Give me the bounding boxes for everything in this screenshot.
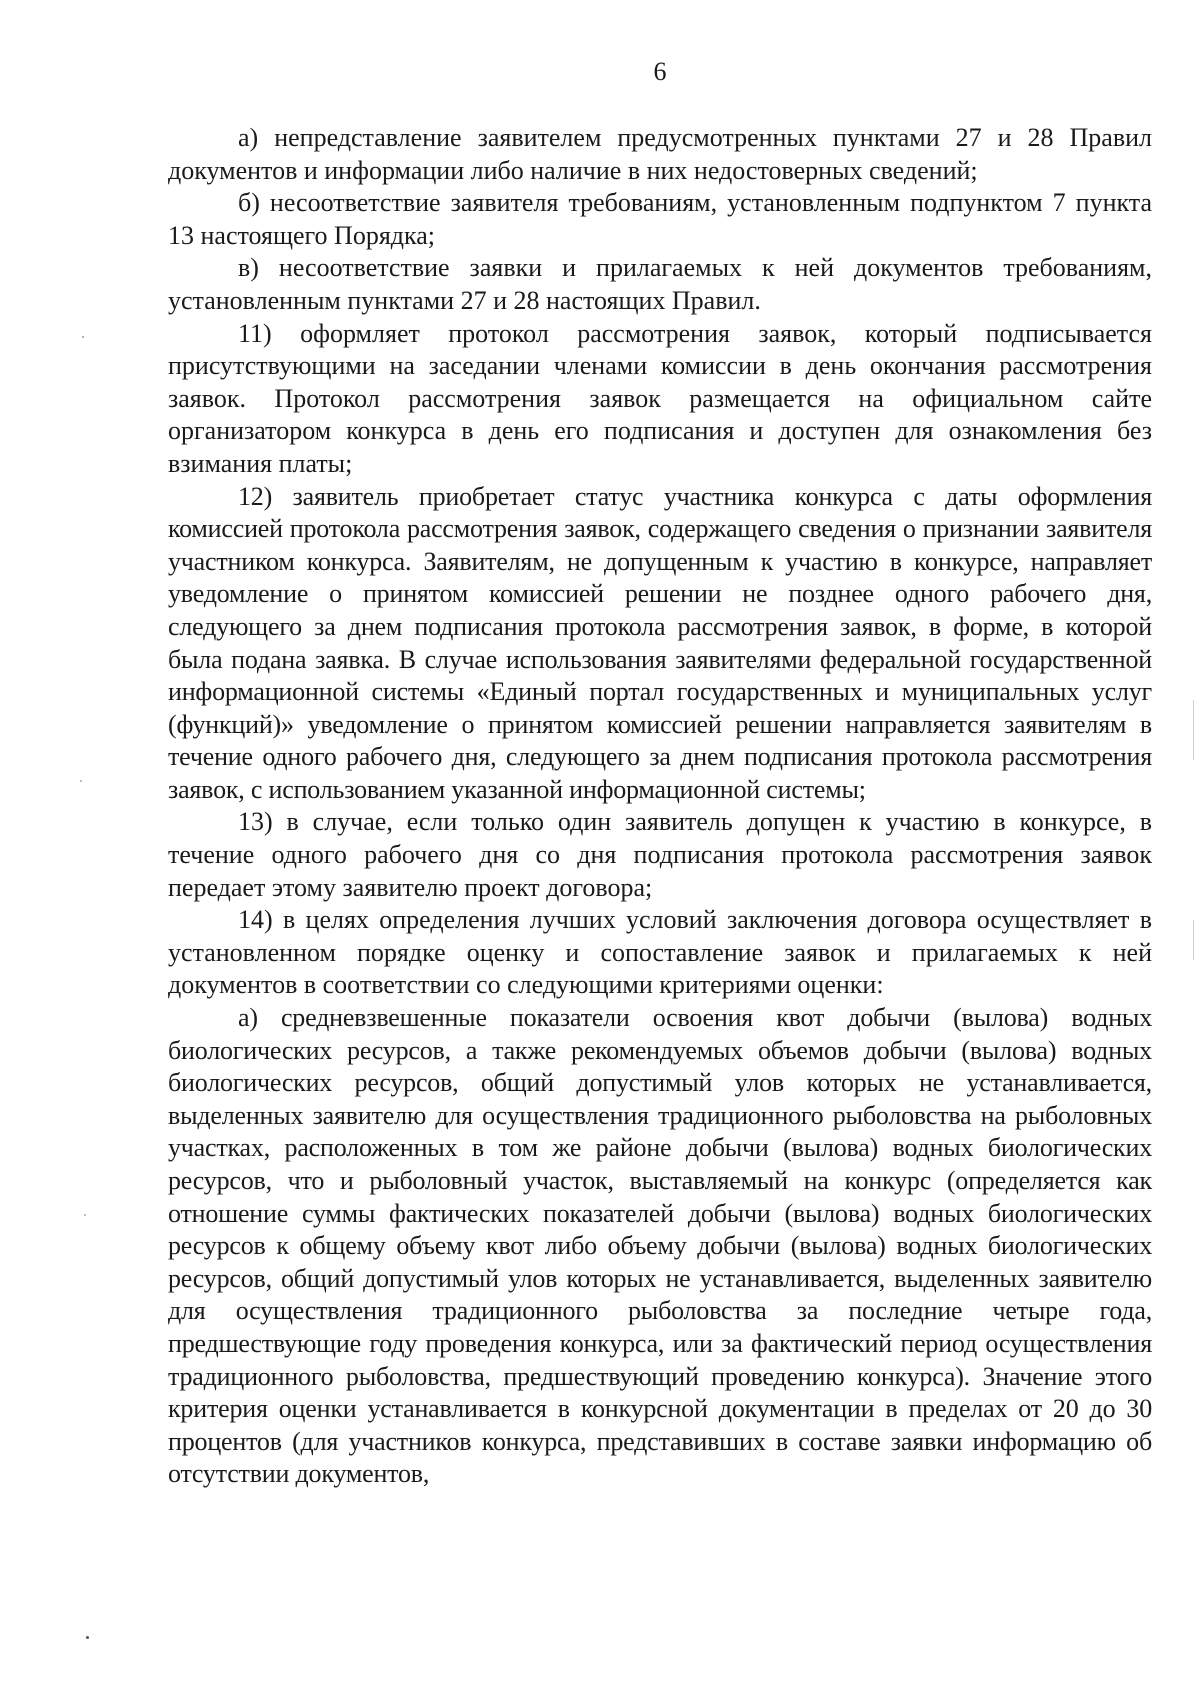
scan-edge-line [1193, 700, 1194, 760]
paragraph-12: 12) заявитель приобретает статус участника конкурса с даты оформления комиссией протокола рассмотрения заявок, содержащего сведения о признании заявителя участником конкурса. Заявителям, не допущенным к участию в конкурсе, направляет уведомление о принятом комиссией решении не позднее одного рабочего дня, следующего за днем подписания протокола рассмотрения заявок, в форме, в которой была подана заявка. В случае использования заявителями федеральной государственной информационной системы «Единый портал государственных и муниципальных услуг (функций)» уведомление о принятом комиссией решении направляется заявителям в течение одного рабочего дня, следующего за днем подписания протокола рассмотрения заявок, с использованием указанной информационной системы; [168, 481, 1152, 804]
scan-speck [82, 336, 84, 338]
scan-speck [84, 1214, 86, 1216]
paragraph-10a: а) непредставление заявителем предусмотренных пунктами 27 и 28 Правил документов и информации либо наличие в них недостоверных сведений; [168, 123, 1152, 185]
paragraph-13: 13) в случае, если только один заявитель допущен к участию в конкурсе, в течение одного рабочего дня со дня подписания протокола рассмотрения заявок передает этому заявителю проект договора; [168, 807, 1152, 902]
paragraph-10b: б) несоответствие заявителя требованиям, установленным подпунктом 7 пункта 13 настоящего Порядка; [168, 188, 1152, 250]
scan-speck [86, 1636, 89, 1639]
paragraph-14: 14) в целях определения лучших условий заключения договора осуществляет в установленном порядке оценку и сопоставление заявок и прилагаемых к ней документов в соответствии со следующими критериями оценки: [168, 905, 1152, 1000]
paragraph-11: 11) оформляет протокол рассмотрения заявок, который подписывается присутствующими на заседании членами комиссии в день окончания рассмотрения заявок. Протокол рассмотрения заявок размещается на официальном сайте организатором конкурса в день его подписания и доступен для ознакомления без взимания платы; [168, 318, 1152, 478]
paragraph-14a: а) средневзвешенные показатели освоения квот добычи (вылова) водных биологических ресурсов, а также рекомендуемых объемов добычи (вылова) водных биологических ресурсов, общий допустимый улов которых не устанавливается, выделенных заявителю для осуществления традиционного рыболовства на рыболовных участках, расположенных в том же районе добычи (вылова) водных биологических ресурсов, что и рыболовный участок, выставляемый на конкурс (определяется как отношение суммы фактических показателей добычи (вылова) водных биологических ресурсов к общему объему квот либо объему добычи (вылова) водных биологических ресурсов, общий допустимый улов которых не устанавливается, выделенных заявителю для осуществления традиционного рыболовства за последние четыре года, предшествующие году проведения конкурса, или за фактический период осуществления традиционного рыболовства, предшествующий проведению конкурса). Значение этого критерия оценки устанавливается в конкурсной документации в пределах от 20 до 30 процентов (для участников конкурса, представивших в составе заявки информацию об отсутствии документов, [168, 1003, 1152, 1489]
document-body [168, 122, 1152, 1491]
page-number: 6 [653, 57, 667, 86]
paragraph-10c: в) несоответствие заявки и прилагаемых к ней документов требованиям, установленным пунктами 27 и 28 настоящих Правил. [168, 253, 1152, 315]
scan-speck [80, 780, 82, 782]
scan-edge-line [1193, 920, 1194, 960]
